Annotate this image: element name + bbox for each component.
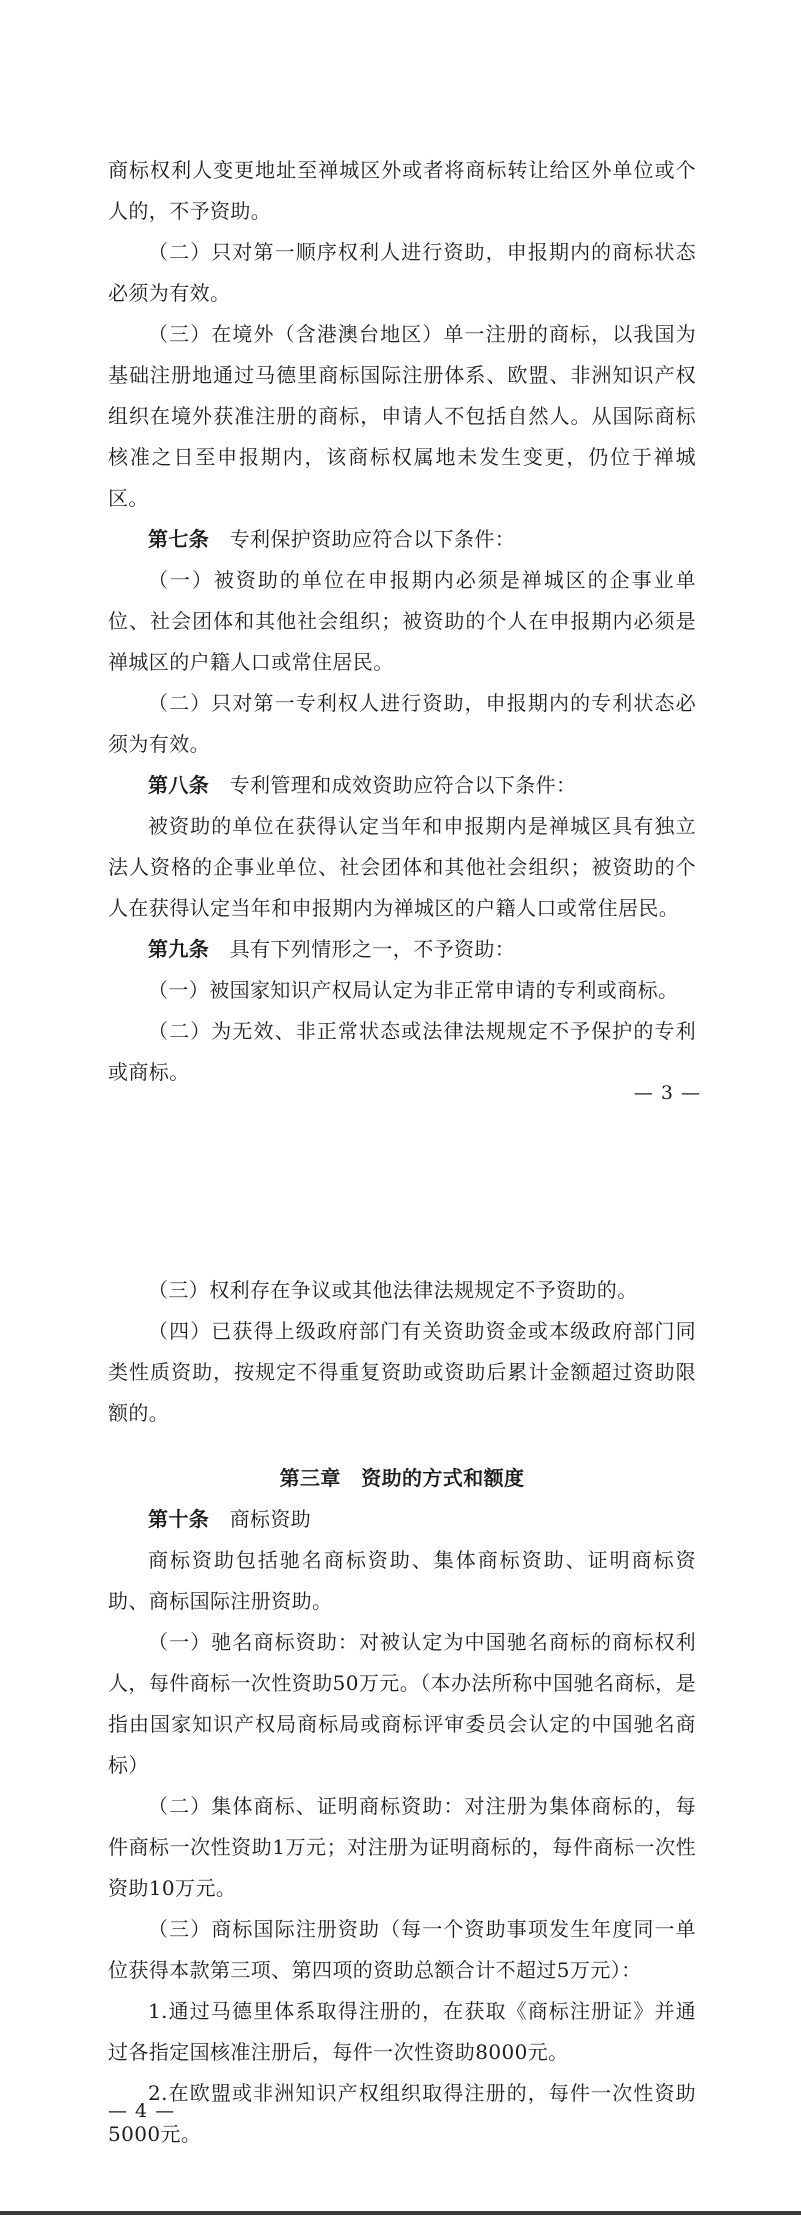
article-9	[108, 929, 696, 970]
page-3-body	[108, 150, 696, 1093]
article-10	[108, 1499, 696, 1540]
list-item: （三）商标国际注册资助（每一个资助事项发生年度同一单位获得本款第三项、第四项的资助总额合计不超过5万元）：	[108, 1917, 696, 1982]
paragraph: 商标权利人变更地址至禅城区外或者将商标转让给区外单位或个人的，不予资助。	[108, 158, 696, 223]
article-heading: 第八条	[148, 773, 210, 797]
article-heading: 第七条	[148, 527, 210, 551]
list-item: （一）被资助的单位在申报期内必须是禅城区的企事业单位、社会团体和其他社会组织；被资助的个人在申报期内必须是禅城区的户籍人口或常住居民。	[108, 568, 696, 674]
article-text: 具有下列情形之一，不予资助：	[229, 937, 516, 961]
paragraph: （三）在境外（含港澳台地区）单一注册的商标，以我国为基础注册地通过马德里商标国际注册体系、欧盟、非洲知识产权组织在境外获准注册的商标，申请人不包括自然人。从国际商标核准之日至申报期内，该商标权属地未发生变更，仍位于禅城区。	[108, 322, 696, 510]
article-8	[108, 765, 696, 806]
list-item: （二）集体商标、证明商标资助：对注册为集体商标的，每件商标一次性资助1万元；对注册为证明商标的，每件商标一次性资助10万元。	[108, 1794, 696, 1900]
list-item: 1.通过马德里体系取得注册的，在获取《商标注册证》并通过各指定国核准注册后，每件一次性资助8000元。	[108, 1999, 696, 2064]
list-item: （三）权利存在争议或其他法律法规规定不予资助的。	[148, 1278, 638, 1302]
paragraph: （二）只对第一顺序权利人进行资助，申报期内的商标状态必须为有效。	[108, 240, 696, 305]
list-item: 2.在欧盟或非洲知识产权组织取得注册的，每件一次性资助5000元。	[108, 2081, 696, 2146]
page-number: — 4 —	[108, 2100, 176, 2122]
article-7	[108, 519, 696, 560]
article-text: 专利管理和成效资助应符合以下条件：	[229, 773, 577, 797]
article-text: 商标资助	[229, 1507, 312, 1531]
list-item: （四）已获得上级政府部门有关资助资金或本级政府部门同类性质资助，按规定不得重复资助或资助后累计金额超过资助限额的。	[108, 1319, 696, 1425]
list-item: （二）为无效、非正常状态或法律法规规定不予保护的专利或商标。	[108, 1019, 696, 1084]
page-number: — 3 —	[633, 1082, 701, 1104]
bottom-rule	[0, 2211, 801, 2215]
article-text: 专利保护资助应符合以下条件：	[229, 527, 516, 551]
page-4-body	[108, 1270, 696, 2155]
list-item: （二）只对第一专利权人进行资助，申报期内的专利状态必须为有效。	[108, 691, 696, 756]
paragraph: 商标资助包括驰名商标资助、集体商标资助、证明商标资助、商标国际注册资助。	[108, 1548, 696, 1613]
paragraph: 被资助的单位在获得认定当年和申报期内是禅城区具有独立法人资格的企事业单位、社会团体和其他社会组织；被资助的个人在获得认定当年和申报期内为禅城区的户籍人口或常住居民。	[108, 814, 696, 920]
page-4	[0, 1150, 801, 2215]
chapter-title: 第三章 资助的方式和额度	[279, 1466, 525, 1490]
article-heading: 第十条	[148, 1507, 210, 1531]
list-item: （一）被国家知识产权局认定为非正常申请的专利或商标。	[148, 978, 679, 1002]
list-item: （一）驰名商标资助：对被认定为中国驰名商标的商标权利人，每件商标一次性资助50万元。（本办法所称中国驰名商标，是指由国家知识产权局商标局或商标评审委员会认定的中国驰名商标）	[108, 1630, 696, 1777]
article-heading: 第九条	[148, 937, 210, 961]
